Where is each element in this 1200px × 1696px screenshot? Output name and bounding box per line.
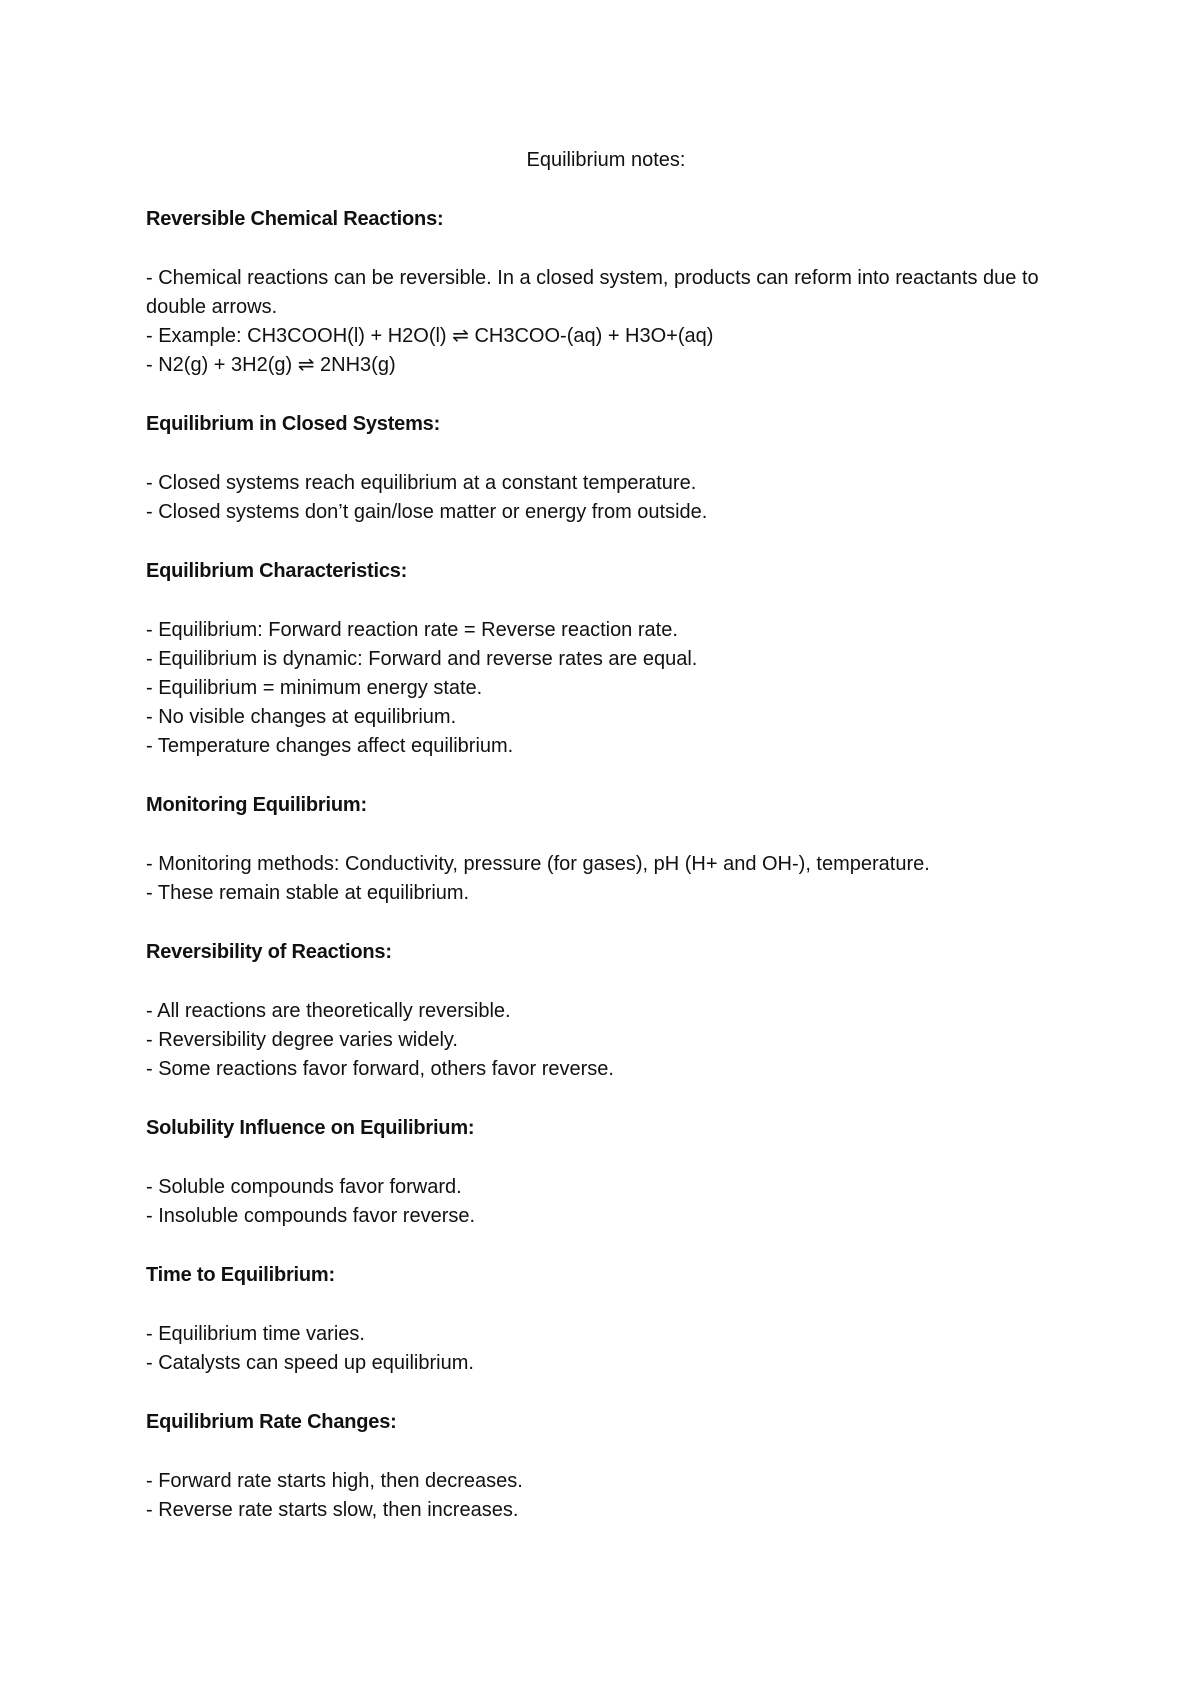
section-heading: Solubility Influence on Equilibrium: [146,1117,475,1139]
list-item: - Soluble compounds favor forward. [146,1176,462,1198]
list-item: - Insoluble compounds favor reverse. [146,1205,476,1227]
bullet-list [146,997,1066,1084]
list-item: - Forward rate starts high, then decreases. [146,1470,523,1492]
section-monitoring-equilibrium [146,791,1066,908]
section-time-to-equilibrium [146,1261,1066,1378]
bullet-list [146,850,1066,908]
section-solubility-influence [146,1114,1066,1231]
section-equilibrium-characteristics [146,557,1066,761]
list-item: - Chemical reactions can be reversible. In a closed system, products can reform into reactants due to double arrows. [146,267,1045,318]
list-item: - Some reactions favor forward, others favor reverse. [146,1058,614,1080]
document-body [146,146,1066,1555]
list-item: - Closed systems reach equilibrium at a constant temperature. [146,472,697,494]
list-item: - Reverse rate starts slow, then increases. [146,1499,519,1521]
list-item: - Equilibrium = minimum energy state. [146,677,483,699]
section-reversibility-of-reactions [146,938,1066,1084]
section-heading: Monitoring Equilibrium: [146,794,367,816]
section-equilibrium-in-closed-systems [146,410,1066,527]
list-item: - Closed systems don’t gain/lose matter or energy from outside. [146,501,708,523]
section-heading: Equilibrium Characteristics: [146,560,408,582]
section-reversible-chemical-reactions [146,205,1066,380]
bullet-list [146,1173,1066,1231]
list-item: - All reactions are theoretically reversible. [146,1000,511,1022]
section-heading: Reversible Chemical Reactions: [146,208,444,230]
list-item: - Equilibrium is dynamic: Forward and reverse rates are equal. [146,648,698,670]
list-item: - Temperature changes affect equilibrium. [146,735,514,757]
list-item: - Monitoring methods: Conductivity, pressure (for gases), pH (H+ and OH-), temperature. [146,853,930,875]
section-heading: Equilibrium in Closed Systems: [146,413,441,435]
list-item: - Equilibrium time varies. [146,1323,365,1345]
list-item: - No visible changes at equilibrium. [146,706,457,728]
list-item: - Equilibrium: Forward reaction rate = Reverse reaction rate. [146,619,678,641]
bullet-list [146,1320,1066,1378]
list-item: - Reversibility degree varies widely. [146,1029,458,1051]
list-item: - N2(g) + 3H2(g) ⇌ 2NH3(g) [146,354,396,376]
section-heading: Reversibility of Reactions: [146,941,392,963]
bullet-list [146,1467,1066,1525]
list-item: - These remain stable at equilibrium. [146,882,470,904]
list-item: - Example: CH3COOH(l) + H2O(l) ⇌ CH3COO-(aq) + H3O+(aq) [146,325,714,347]
page-title: Equilibrium notes: [526,149,686,171]
bullet-list [146,264,1066,380]
bullet-list [146,469,1066,527]
section-heading: Time to Equilibrium: [146,1264,335,1286]
list-item: - Catalysts can speed up equilibrium. [146,1352,474,1374]
section-equilibrium-rate-changes [146,1408,1066,1525]
section-heading: Equilibrium Rate Changes: [146,1411,397,1433]
bullet-list [146,616,1066,761]
